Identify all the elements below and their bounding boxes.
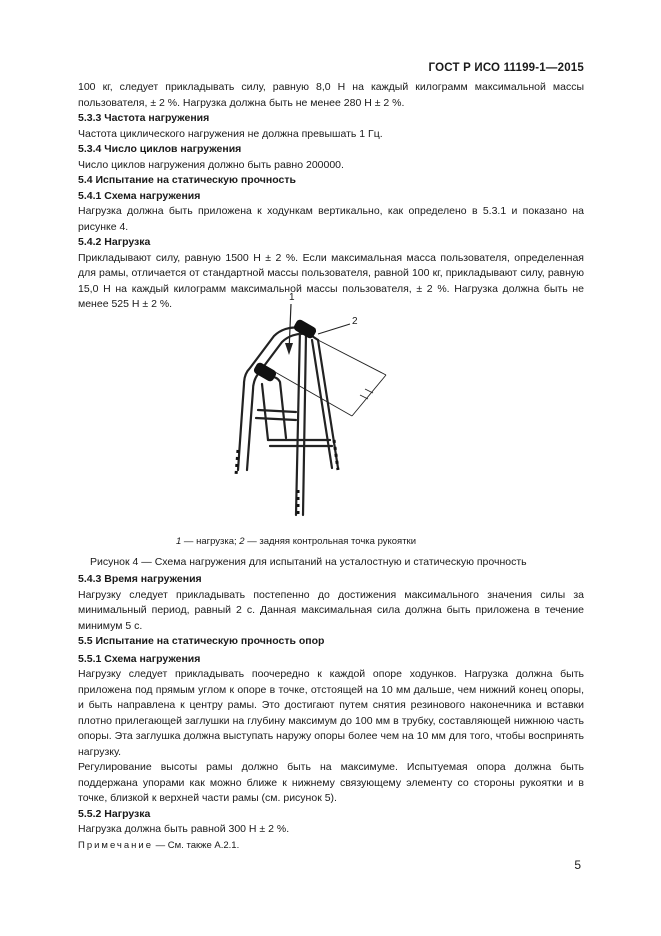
figure-caption: Рисунок 4 — Схема нагружения для испытаний на усталостную и статическую прочность bbox=[90, 556, 527, 568]
note-text: — См. также А.2.1. bbox=[153, 839, 240, 851]
legend-text-1: — нагрузка; bbox=[181, 536, 240, 547]
heading-5-4: 5.4 Испытание на статическую прочность bbox=[78, 174, 296, 186]
heading-5-4-2: 5.4.2 Нагрузка bbox=[78, 236, 151, 248]
heading-5-5: 5.5 Испытание на статическую прочность опор bbox=[78, 635, 325, 647]
paragraph-5-3-4: Число циклов нагружения должно быть равно 200000. bbox=[78, 158, 344, 171]
far-leg-front bbox=[270, 377, 286, 438]
heading-5-4-1: 5.4.1 Схема нагружения bbox=[78, 189, 201, 202]
figure-legend bbox=[176, 536, 416, 547]
paragraph-continuation: 100 кг, следует прикладывать силу, равную 8,0 Н на каждый килограмм максимальной массы пользователя, ± 2 %. Нагрузка должна быть не менее 280 Н ± 2 %. bbox=[78, 81, 584, 109]
figure-label-1: 1 bbox=[289, 292, 295, 303]
legend-num-2: 2 bbox=[239, 536, 245, 547]
note-label: Примечание bbox=[78, 839, 153, 851]
paragraph-5-5-1: Нагрузку следует прикладывать поочередно к каждой опоре ходунков. Нагрузка должна быть приложена под прямым углом к опоре в точке, отстоящей на 10 мм дальше, чем нижний конец опоры, и быть направлена к центру рамы. Это достигают путем снятия резинового наконечника и вставки плотно прилегающей заглушки на глубину максимум до 100 мм в трубку, составляющей нижнюю часть опоры. Эта заглушка должна выступать наружу опоры более чем на 10 мм для того, чтобы воспринять нагрузку. bbox=[78, 668, 584, 758]
legend-num-1: 1 bbox=[176, 536, 182, 547]
page-number: 5 bbox=[574, 858, 581, 872]
figure-label-2: 2 bbox=[352, 316, 358, 327]
paragraph-5-4-3: Нагрузку следует прикладывать постепенно до достижения максимального значения силы за минимальный период, равный 2 с. Данная максимальная сила должна быть приложена в течение минимум 5 с. bbox=[78, 588, 584, 632]
document-code-header: ГОСТ Р ИСО 11199-1—2015 bbox=[428, 62, 584, 74]
dimension-line-vertical bbox=[352, 375, 386, 416]
paragraph-5-5-1-b: Регулирование высоты рамы должно быть на максимуме. Испытуемая опора должна быть поддержана упорами как можно ближе к нижнему связующему элементу со стороны рукоятки и в точке, близкой к верхней части рамы (см. рисунок 5). bbox=[78, 761, 584, 804]
paragraph-5-5-2: Нагрузка должна быть равной 300 Н ± 2 %. bbox=[78, 823, 290, 835]
heading-5-4-3: 5.4.3 Время нагружения bbox=[78, 573, 202, 585]
paragraph-5-3-3: Частота циклического нагружения не должна превышать 1 Гц. bbox=[78, 127, 383, 140]
heading-5-5-1: 5.5.1 Схема нагружения bbox=[78, 652, 201, 665]
legend-text-2: — задняя контрольная точка рукоятки bbox=[244, 536, 417, 547]
note bbox=[78, 838, 584, 854]
heading-5-3-4: 5.3.4 Число циклов нагружения bbox=[78, 143, 242, 155]
text-block-bottom bbox=[78, 572, 584, 853]
heading-5-5-2: 5.5.2 Нагрузка bbox=[78, 807, 151, 820]
dimension-line-upper bbox=[318, 340, 386, 375]
paragraph-5-4-2: Прикладывают силу, равную 1500 Н ± 2 %. Если максимальная масса пользователя, определенная для рамы, отличается от стандартной массы пользователя, равной 100 кг, прикладывают силу, равную 15,0 Н на каждый килограмм максимальной массы пользователя, ± 2 %. Нагрузка должна быть не менее 525 Н ± 2 %. bbox=[78, 251, 584, 310]
heading-5-3-3: 5.3.3 Частота нагружения bbox=[78, 112, 210, 124]
load-arrow-head-icon bbox=[285, 343, 293, 355]
dimension-line-lower bbox=[275, 372, 352, 416]
paragraph-5-4-1: Нагрузка должна быть приложена к ходункам вертикально, как определено в 5.3.1 и показано на рисунке 4. bbox=[78, 205, 584, 233]
